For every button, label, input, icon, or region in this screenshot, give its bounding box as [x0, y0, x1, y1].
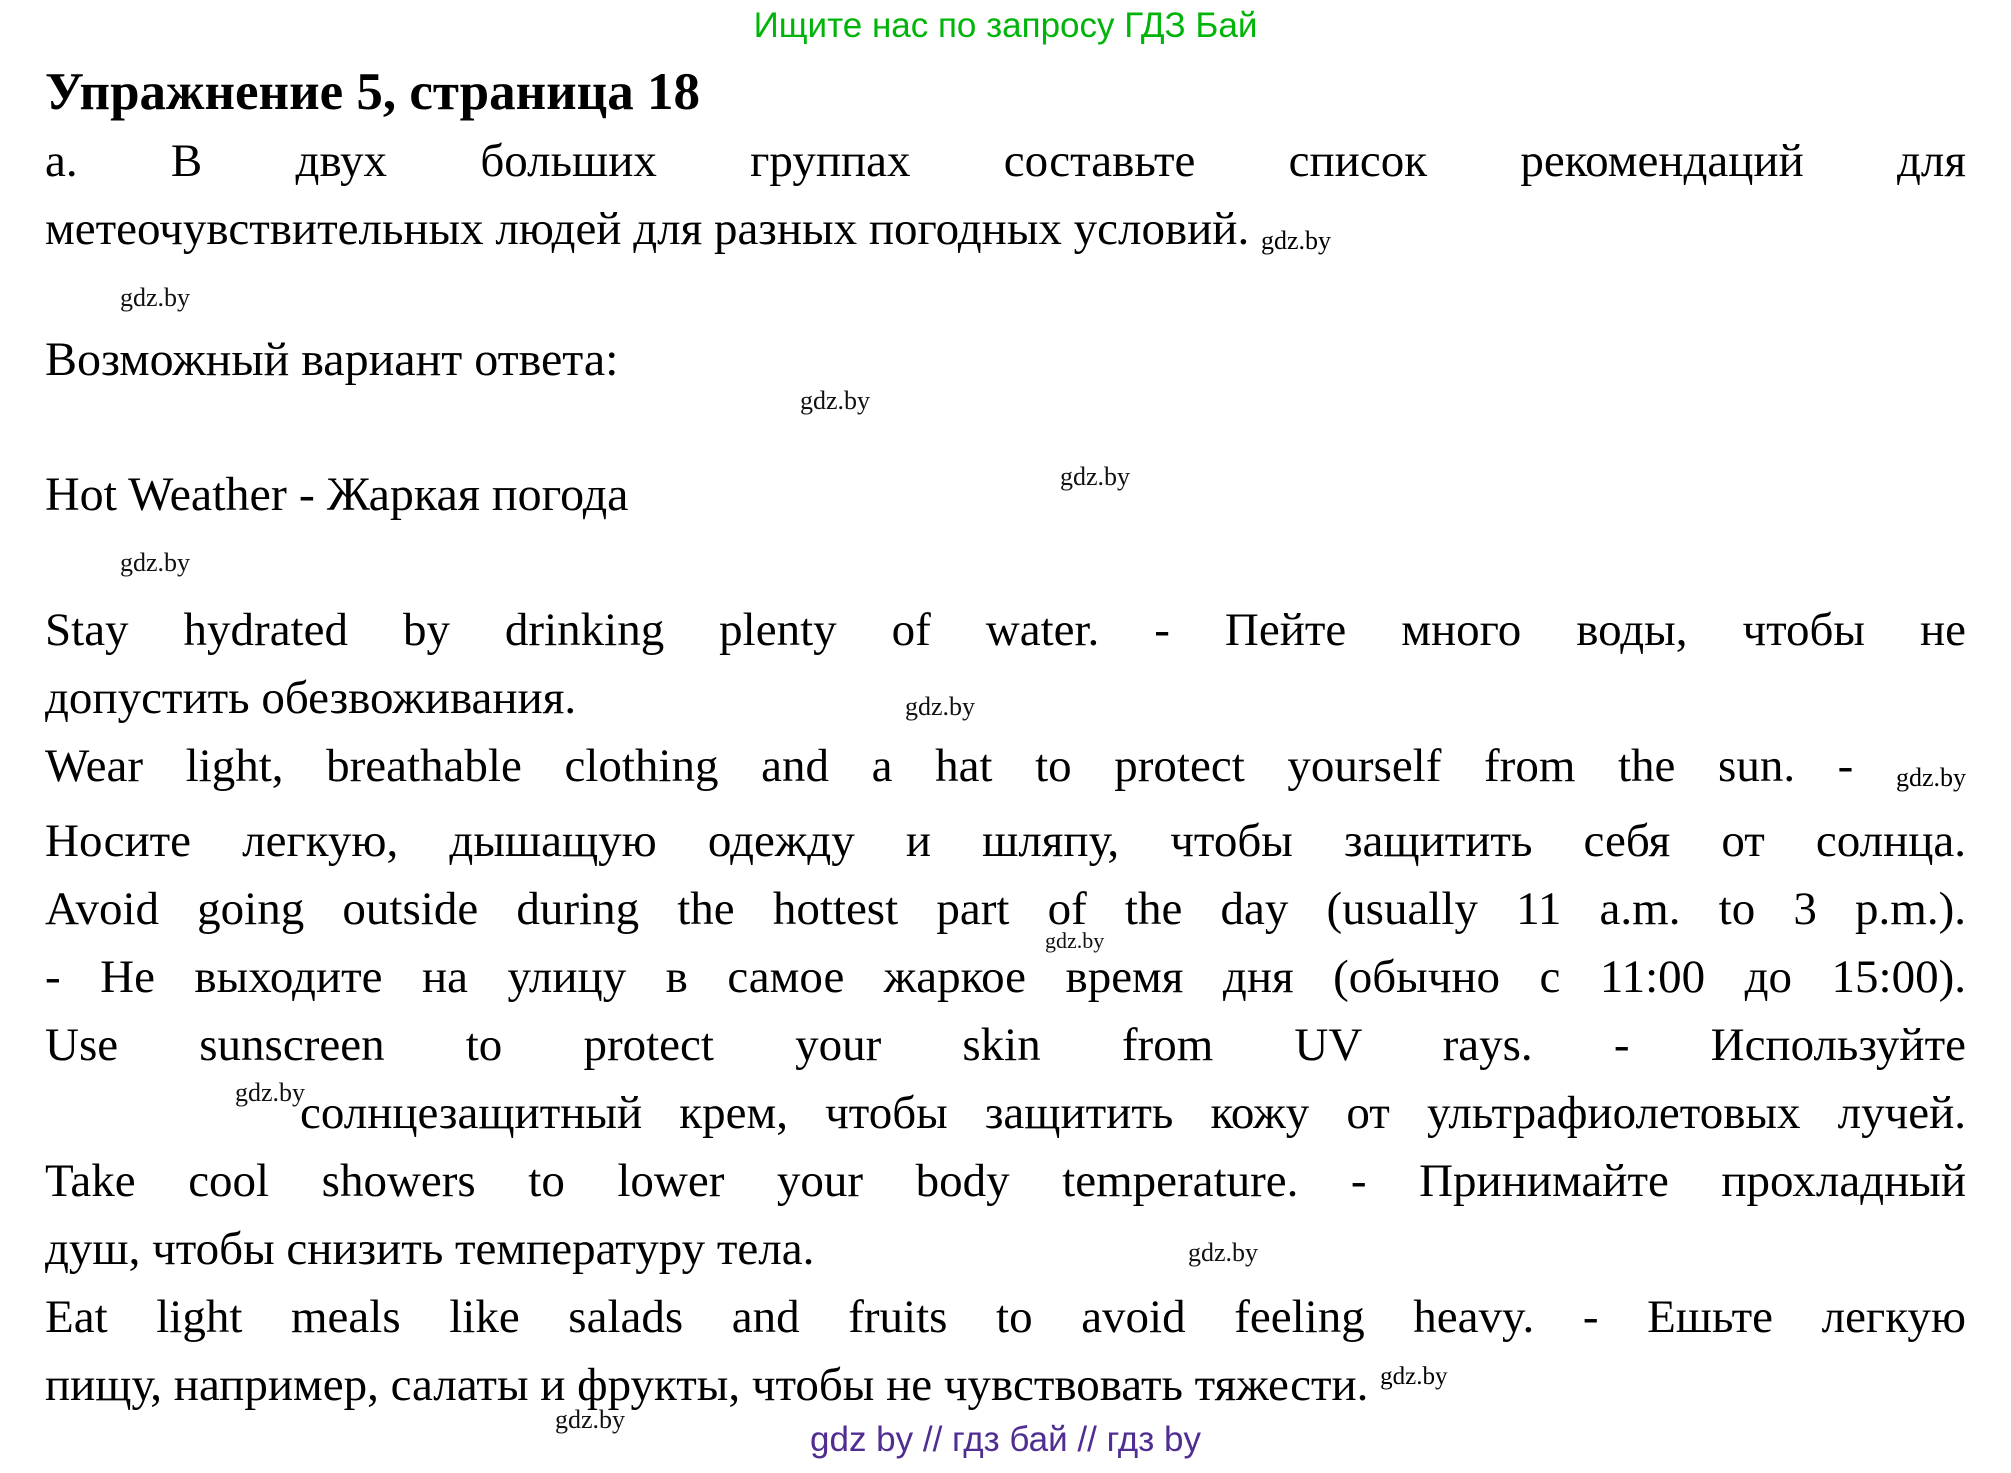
text-line	[45, 1147, 1966, 1215]
text-line-content: душ, чтобы снизить температуру тела.	[45, 1223, 815, 1275]
text-line-content: Stay hydrated by drinking plenty of water. - Пейте много воды, чтобы не	[45, 604, 1966, 656]
text-line-content: Use sunscreen to protect your skin from UV rays. - Используйте	[45, 1019, 1966, 1071]
section-heading: Hot Weather - Жаркая погода	[45, 468, 629, 521]
text-line	[45, 195, 1966, 270]
text-line	[45, 1079, 1966, 1147]
gdz-watermark: gdz.by	[1380, 1363, 1448, 1390]
text-line-content: солнцезащитный крем, чтобы защитить кожу от ультрафиолетовых лучей.	[300, 1087, 1966, 1139]
gdz-watermark: gdz.by	[1895, 763, 1967, 792]
gdz-watermark: gdz.by	[1045, 928, 1105, 953]
text-line-content: Носите легкую, дышащую одежду и шляпу, чтобы защитить себя от солнца.	[45, 815, 1966, 867]
task-text	[45, 127, 1966, 270]
text-line	[45, 732, 1966, 807]
gdz-watermark: gdz.by	[235, 1078, 306, 1107]
text-line	[45, 943, 1966, 1011]
footer-watermark: gdz by // гдз бай // гдз by	[810, 1420, 1201, 1459]
text-line-content: пищу, например, салаты и фрукты, чтобы не чувствовать тяжести.	[45, 1359, 1369, 1411]
text-line	[45, 1283, 1966, 1351]
gdz-watermark: gdz.by	[905, 692, 976, 721]
gdz-watermark: gdz.by	[1260, 226, 1332, 255]
gdz-watermark: gdz.by	[120, 548, 191, 577]
answer-body	[45, 596, 1966, 1427]
text-line	[45, 875, 1966, 943]
gdz-watermark: gdz.by	[555, 1405, 626, 1434]
text-line	[45, 807, 1966, 875]
promo-banner: Ищите нас по запросу ГДЗ Бай	[753, 6, 1258, 45]
page-title: Упражнение 5, страница 18	[45, 63, 700, 121]
gdz-watermark: gdz.by	[1060, 462, 1131, 491]
text-line-content: Eat light meals like salads and fruits to avoid feeling heavy. - Ешьте легкую	[45, 1291, 1966, 1343]
text-line	[45, 664, 1966, 732]
gdz-watermark: gdz.by	[800, 386, 871, 415]
text-line	[45, 1215, 1966, 1283]
text-line	[45, 1011, 1966, 1079]
text-line-content: a. В двух больших группах составьте список рекомендаций для	[45, 135, 1966, 187]
gdz-watermark: gdz.by	[120, 283, 191, 312]
text-line-content: допустить обезвоживания.	[45, 672, 577, 724]
text-line	[45, 127, 1966, 195]
gdz-watermark: gdz.by	[1188, 1238, 1259, 1267]
text-line	[45, 1351, 1966, 1427]
text-line-content: - Не выходите на улицу в самое жаркое время дня (обычно с 11:00 до 15:00).	[45, 951, 1966, 1003]
text-line	[45, 596, 1966, 664]
text-line-content: Take cool showers to lower your body temperature. - Принимайте прохладный	[45, 1155, 1966, 1207]
text-line-content: Avoid going outside during the hottest part of the day (usually 11 a.m. to 3 p.m.).	[45, 883, 1966, 935]
text-line-content: Wear light, breathable clothing and a hat to protect yourself from the sun. -	[45, 740, 1854, 792]
answer-intro: Возможный вариант ответа:	[45, 333, 619, 386]
text-line-content: метеочувствительных людей для разных погодных условий.	[45, 203, 1250, 255]
